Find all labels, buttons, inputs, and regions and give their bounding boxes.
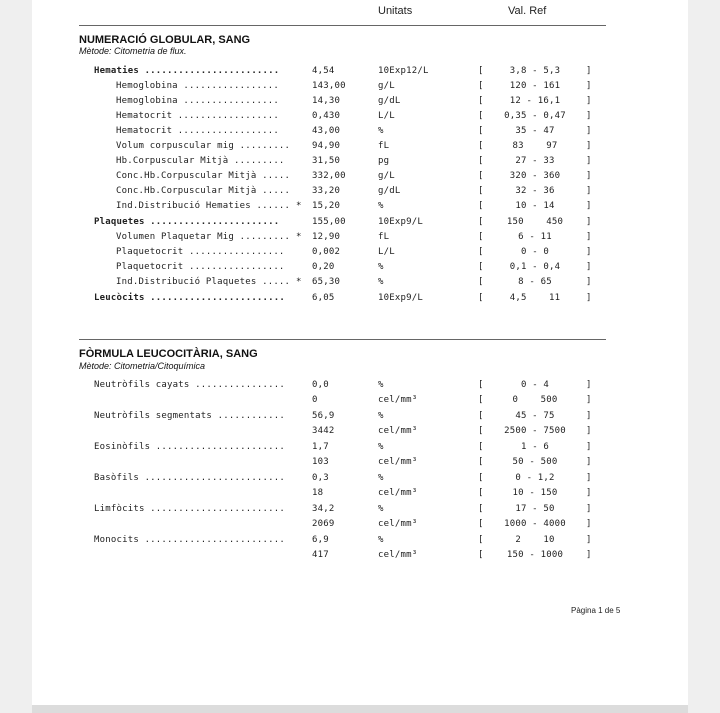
ref-open-bracket: [: [478, 293, 484, 303]
ref-close-bracket: ]: [586, 171, 592, 181]
result-value: 1,7: [312, 442, 329, 452]
ref-close-bracket: ]: [586, 186, 592, 196]
reference-range: 0 - 1,2: [515, 473, 555, 483]
ref-close-bracket: ]: [586, 293, 592, 303]
page-edge: [32, 705, 688, 713]
result-unit: fL: [378, 232, 390, 242]
section-title-numeracio: NUMERACIÓ GLOBULAR, SANG: [79, 34, 251, 46]
result-unit: 10Exp9/L: [378, 217, 423, 227]
reference-range: 35 - 47: [515, 126, 555, 136]
result-unit: cel/mm³: [378, 519, 418, 529]
result-value: 0,20: [312, 262, 335, 272]
reference-range: 17 - 50: [515, 504, 555, 514]
result-unit: cel/mm³: [378, 550, 418, 560]
reference-range: 0 - 0: [520, 247, 550, 257]
result-value: 65,30: [312, 277, 341, 287]
result-row: [0, 442, 720, 457]
result-unit: %: [378, 504, 384, 514]
ref-close-bracket: ]: [586, 111, 592, 121]
ref-close-bracket: ]: [586, 262, 592, 272]
page-number: Pàgina 1 de 5: [571, 606, 621, 615]
result-row: [0, 111, 720, 126]
result-value: 18: [312, 488, 324, 498]
ref-close-bracket: ]: [586, 126, 592, 136]
result-value: 417: [312, 550, 329, 560]
header-divider: [79, 25, 606, 26]
ref-open-bracket: [: [478, 535, 484, 545]
ref-open-bracket: [: [478, 488, 484, 498]
ref-open-bracket: [: [478, 473, 484, 483]
ref-close-bracket: ]: [586, 277, 592, 287]
result-row: [0, 201, 720, 216]
result-unit: g/dL: [378, 186, 401, 196]
ref-close-bracket: ]: [586, 411, 592, 421]
ref-close-bracket: ]: [586, 457, 592, 467]
result-unit: cel/mm³: [378, 457, 418, 467]
result-value: 0: [312, 395, 318, 405]
result-row: [0, 550, 720, 565]
reference-range: 2 10: [515, 535, 555, 545]
reference-range: 10 - 150: [512, 488, 558, 498]
ref-close-bracket: ]: [586, 550, 592, 560]
result-value: 43,00: [312, 126, 341, 136]
ref-open-bracket: [: [478, 217, 484, 227]
units-column-header: Unitats: [378, 5, 413, 17]
ref-open-bracket: [: [478, 81, 484, 91]
test-name: Hemoglobina .................: [116, 96, 279, 106]
ref-close-bracket: ]: [586, 201, 592, 211]
result-value: 103: [312, 457, 329, 467]
test-name: Plaquetocrit .................: [116, 262, 285, 272]
flag-marker: *: [296, 201, 302, 211]
result-unit: L/L: [378, 111, 395, 121]
result-row: [0, 96, 720, 111]
ref-close-bracket: ]: [586, 217, 592, 227]
test-name: Plaquetocrit .................: [116, 247, 285, 257]
test-name: Hematocrit ..................: [116, 111, 279, 121]
section-title-formula: FÒRMULA LEUCOCITÀRIA, SANG: [79, 348, 258, 360]
result-row: [0, 535, 720, 550]
ref-close-bracket: ]: [586, 519, 592, 529]
result-value: 94,90: [312, 141, 341, 151]
result-row: [0, 488, 720, 503]
result-value: 0,3: [312, 473, 329, 483]
section-divider: [79, 339, 606, 340]
result-row: [0, 262, 720, 277]
test-name: Volum corpuscular mig .........: [116, 141, 291, 151]
reference-column-header: Val. Ref: [508, 5, 547, 17]
section-method-numeracio: Mètode: Citometria de flux.: [79, 46, 187, 56]
result-value: 4,54: [312, 66, 335, 76]
reference-range: 2500 - 7500: [504, 426, 566, 436]
ref-open-bracket: [: [478, 277, 484, 287]
result-value: 0,430: [312, 111, 341, 121]
flag-marker: *: [296, 232, 302, 242]
ref-close-bracket: ]: [586, 488, 592, 498]
reference-range: 0,35 - 0,47: [504, 111, 566, 121]
result-row: [0, 457, 720, 472]
result-row: [0, 473, 720, 488]
result-unit: %: [378, 201, 384, 211]
reference-range: 32 - 36: [515, 186, 555, 196]
result-value: 14,30: [312, 96, 341, 106]
result-unit: 10Exp12/L: [378, 66, 429, 76]
reference-range: 1000 - 4000: [504, 519, 566, 529]
result-unit: %: [378, 262, 384, 272]
section-method-formula: Mètode: Citometria/Citoquímica: [79, 361, 206, 371]
result-value: 12,90: [312, 232, 341, 242]
result-value: 56,9: [312, 411, 335, 421]
result-unit: g/dL: [378, 96, 401, 106]
test-name: Ind.Distribució Plaquetes .....: [116, 277, 291, 287]
ref-open-bracket: [: [478, 457, 484, 467]
ref-open-bracket: [: [478, 66, 484, 76]
result-unit: cel/mm³: [378, 426, 418, 436]
ref-open-bracket: [: [478, 247, 484, 257]
result-value: 332,00: [312, 171, 346, 181]
ref-open-bracket: [: [478, 111, 484, 121]
result-value: 0,002: [312, 247, 341, 257]
reference-range: 150 450: [506, 217, 564, 227]
reference-range: 0 500: [512, 395, 558, 405]
result-unit: 10Exp9/L: [378, 293, 423, 303]
test-name: Conc.Hb.Corpuscular Mitjà .....: [116, 186, 291, 196]
reference-range: 45 - 75: [515, 411, 555, 421]
result-value: 3442: [312, 426, 335, 436]
result-value: 6,9: [312, 535, 329, 545]
result-value: 34,2: [312, 504, 335, 514]
test-name: Neutròfils segmentats ............: [94, 411, 286, 421]
reference-range: 1 - 6: [520, 442, 550, 452]
reference-range: 0 - 4: [520, 380, 550, 390]
reference-range: 6 - 11: [518, 232, 552, 242]
reference-range: 10 - 14: [515, 201, 555, 211]
test-name: Neutròfils cayats ................: [94, 380, 286, 390]
result-row: [0, 504, 720, 519]
result-row: [0, 141, 720, 156]
result-value: 2069: [312, 519, 335, 529]
result-value: 33,20: [312, 186, 341, 196]
result-row: [0, 411, 720, 426]
result-row: [0, 126, 720, 141]
result-row: [0, 217, 720, 232]
ref-open-bracket: [: [478, 262, 484, 272]
result-unit: %: [378, 277, 384, 287]
ref-open-bracket: [: [478, 395, 484, 405]
test-name: Conc.Hb.Corpuscular Mitjà .....: [116, 171, 291, 181]
reference-range: 320 - 360: [509, 171, 561, 181]
ref-open-bracket: [: [478, 426, 484, 436]
ref-open-bracket: [: [478, 156, 484, 166]
flag-marker: *: [296, 277, 302, 287]
ref-close-bracket: ]: [586, 380, 592, 390]
result-row: [0, 186, 720, 201]
test-name: Monocits .........................: [94, 535, 286, 545]
result-unit: %: [378, 411, 384, 421]
result-unit: cel/mm³: [378, 488, 418, 498]
result-value: 31,50: [312, 156, 341, 166]
ref-close-bracket: ]: [586, 504, 592, 514]
reference-range: 4,5 11: [509, 293, 561, 303]
test-name: Plaquetes .......................: [94, 217, 280, 227]
test-name: Basòfils .........................: [94, 473, 286, 483]
ref-open-bracket: [: [478, 442, 484, 452]
ref-open-bracket: [: [478, 126, 484, 136]
reference-range: 0,1 - 0,4: [509, 262, 561, 272]
ref-close-bracket: ]: [586, 442, 592, 452]
result-row: [0, 293, 720, 308]
ref-close-bracket: ]: [586, 96, 592, 106]
result-row: [0, 380, 720, 395]
ref-open-bracket: [: [478, 380, 484, 390]
ref-open-bracket: [: [478, 504, 484, 514]
ref-open-bracket: [: [478, 519, 484, 529]
test-name: Eosinòfils .......................: [94, 442, 286, 452]
ref-open-bracket: [: [478, 201, 484, 211]
ref-close-bracket: ]: [586, 66, 592, 76]
ref-open-bracket: [: [478, 171, 484, 181]
test-name: Leucòcits ........................: [94, 293, 286, 303]
ref-close-bracket: ]: [586, 81, 592, 91]
result-value: 6,05: [312, 293, 335, 303]
result-row: [0, 519, 720, 534]
ref-open-bracket: [: [478, 411, 484, 421]
result-unit: g/L: [378, 171, 395, 181]
ref-close-bracket: ]: [586, 395, 592, 405]
reference-range: 8 - 65: [518, 277, 552, 287]
ref-close-bracket: ]: [586, 473, 592, 483]
reference-range: 3,8 - 5,3: [509, 66, 561, 76]
ref-open-bracket: [: [478, 141, 484, 151]
result-value: 143,00: [312, 81, 346, 91]
result-row: [0, 277, 720, 292]
ref-close-bracket: ]: [586, 141, 592, 151]
reference-range: 83 97: [512, 141, 558, 151]
reference-range: 12 - 16,1: [509, 96, 561, 106]
result-row: [0, 171, 720, 186]
test-name: Ind.Distribució Hematies ......: [116, 201, 291, 211]
result-row: [0, 426, 720, 441]
result-unit: L/L: [378, 247, 395, 257]
result-row: [0, 395, 720, 410]
test-name: Limfòcits ........................: [94, 504, 286, 514]
result-value: 155,00: [312, 217, 346, 227]
ref-close-bracket: ]: [586, 232, 592, 242]
ref-open-bracket: [: [478, 232, 484, 242]
test-name: Hemoglobina .................: [116, 81, 279, 91]
ref-open-bracket: [: [478, 96, 484, 106]
result-unit: %: [378, 380, 384, 390]
result-value: 0,0: [312, 380, 329, 390]
result-unit: cel/mm³: [378, 395, 418, 405]
ref-close-bracket: ]: [586, 426, 592, 436]
test-name: Hb.Corpuscular Mitjà .........: [116, 156, 285, 166]
ref-open-bracket: [: [478, 186, 484, 196]
test-name: Hematocrit ..................: [116, 126, 279, 136]
ref-close-bracket: ]: [586, 156, 592, 166]
result-row: [0, 66, 720, 81]
reference-range: 50 - 500: [512, 457, 558, 467]
result-unit: fL: [378, 141, 390, 151]
result-row: [0, 156, 720, 171]
result-unit: %: [378, 473, 384, 483]
test-name: Volumen Plaquetar Mig .........: [116, 232, 291, 242]
result-unit: %: [378, 442, 384, 452]
result-unit: pg: [378, 156, 390, 166]
result-unit: %: [378, 535, 384, 545]
result-row: [0, 247, 720, 262]
result-row: [0, 232, 720, 247]
result-row: [0, 81, 720, 96]
ref-close-bracket: ]: [586, 535, 592, 545]
reference-range: 27 - 33: [515, 156, 555, 166]
test-name: Hematies ........................: [94, 66, 280, 76]
result-value: 15,20: [312, 201, 341, 211]
reference-range: 150 - 1000: [506, 550, 564, 560]
ref-close-bracket: ]: [586, 247, 592, 257]
ref-open-bracket: [: [478, 550, 484, 560]
reference-range: 120 - 161: [509, 81, 561, 91]
result-unit: %: [378, 126, 384, 136]
result-unit: g/L: [378, 81, 395, 91]
